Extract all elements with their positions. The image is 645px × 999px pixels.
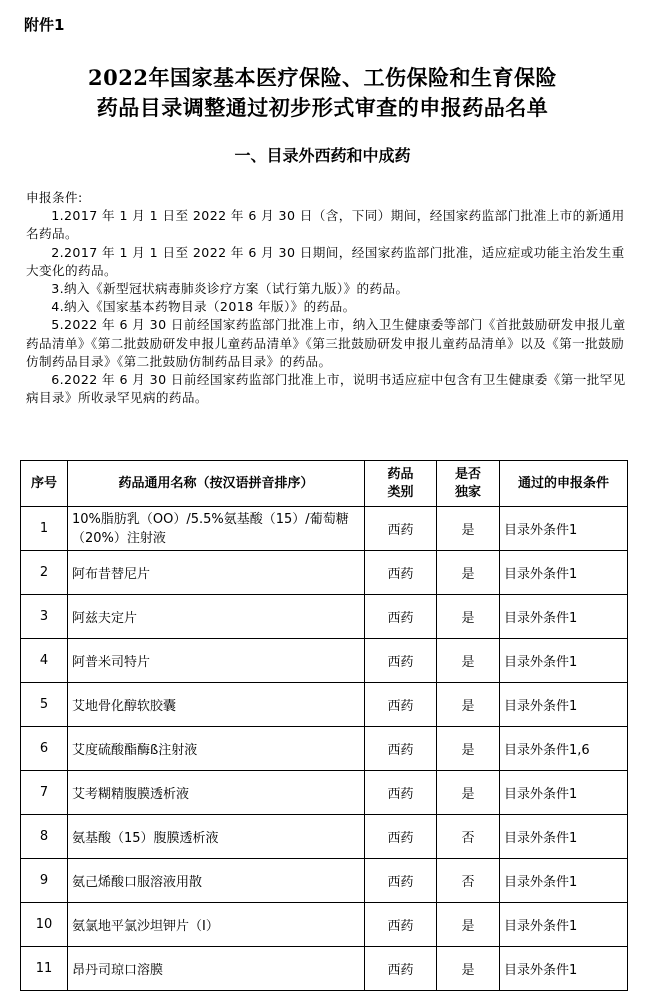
condition-item-5: 5.2022 年 6 月 30 日前经国家药监部门批准上市，纳入卫生健康委等部门《首批鼓励研发申报儿童药品清单》《第二批鼓励研发申报儿童药品清单》《第三批鼓励研发申报儿童药品清单》以及《第一批鼓励仿制药品目录》《第二批鼓励仿制药品目录》的药品。 xyxy=(26,317,626,369)
condition-item-6: 6.2022 年 6 月 30 日前经国家药监部门批准上市，说明书适应症中包含有卫生健康委《第一批罕见病目录》所收录罕见病的药品。 xyxy=(26,372,626,406)
cell-name: 艾度硫酸酯酶ß注射液 xyxy=(68,727,365,771)
cell-exclusive: 是 xyxy=(437,639,500,683)
cell-exclusive: 是 xyxy=(437,683,500,727)
cell-no: 4 xyxy=(21,639,68,683)
cell-condition: 目录外条件1 xyxy=(500,947,628,991)
conditions-heading: 申报条件: xyxy=(26,190,83,205)
cell-exclusive: 是 xyxy=(437,947,500,991)
header-conditions: 通过的申报条件 xyxy=(500,461,628,507)
cell-no: 11 xyxy=(21,947,68,991)
header-exclusive-line2: 独家 xyxy=(454,484,481,500)
cell-no: 7 xyxy=(21,771,68,815)
table-row xyxy=(21,903,628,947)
cell-condition: 目录外条件1 xyxy=(500,771,628,815)
cell-exclusive: 是 xyxy=(437,595,500,639)
cell-name: 阿普米司特片 xyxy=(68,639,365,683)
cell-condition: 目录外条件1 xyxy=(500,639,628,683)
cell-condition: 目录外条件1 xyxy=(500,903,628,947)
cell-category: 西药 xyxy=(365,727,437,771)
document-title-line-2: 药品目录调整通过初步形式审查的申报药品名单 xyxy=(96,95,549,120)
cell-condition: 目录外条件1 xyxy=(500,551,628,595)
cell-name: 10%脂肪乳（OO）/5.5%氨基酸（15）/葡萄糖（20%）注射液 xyxy=(68,507,365,551)
header-name: 药品通用名称（按汉语拼音排序） xyxy=(68,461,365,507)
cell-name: 氨氯地平氯沙坦钾片（Ⅰ） xyxy=(68,903,365,947)
table-row xyxy=(21,859,628,903)
cell-no: 5 xyxy=(21,683,68,727)
table-row xyxy=(21,639,628,683)
drug-list-table xyxy=(20,460,628,991)
cell-no: 2 xyxy=(21,551,68,595)
cell-condition: 目录外条件1 xyxy=(500,683,628,727)
section-title: 一、目录外西药和中成药 xyxy=(234,146,411,165)
table-row xyxy=(21,947,628,991)
cell-exclusive: 否 xyxy=(437,815,500,859)
cell-condition: 目录外条件1,6 xyxy=(500,727,628,771)
cell-exclusive: 是 xyxy=(437,771,500,815)
cell-category: 西药 xyxy=(365,815,437,859)
annex-label: 附件1 xyxy=(24,16,65,34)
header-category xyxy=(365,461,437,507)
cell-category: 西药 xyxy=(365,771,437,815)
table-row xyxy=(21,595,628,639)
cell-exclusive: 是 xyxy=(437,727,500,771)
cell-exclusive: 是 xyxy=(437,551,500,595)
table-row xyxy=(21,507,628,551)
header-no: 序号 xyxy=(21,461,68,507)
cell-exclusive: 是 xyxy=(437,903,500,947)
header-exclusive xyxy=(437,461,500,507)
cell-category: 西药 xyxy=(365,947,437,991)
cell-name: 氨己烯酸口服溶液用散 xyxy=(68,859,365,903)
cell-no: 10 xyxy=(21,903,68,947)
header-category-line2: 类别 xyxy=(387,484,414,500)
cell-condition: 目录外条件1 xyxy=(500,815,628,859)
cell-name: 艾考糊精腹膜透析液 xyxy=(68,771,365,815)
cell-name: 氨基酸（15）腹膜透析液 xyxy=(68,815,365,859)
cell-no: 8 xyxy=(21,815,68,859)
table-header-row xyxy=(21,461,628,507)
cell-category: 西药 xyxy=(365,903,437,947)
cell-name: 阿兹夫定片 xyxy=(68,595,365,639)
cell-name: 艾地骨化醇软胶囊 xyxy=(68,683,365,727)
table-row xyxy=(21,727,628,771)
cell-category: 西药 xyxy=(365,683,437,727)
cell-no: 3 xyxy=(21,595,68,639)
cell-category: 西药 xyxy=(365,639,437,683)
cell-no: 6 xyxy=(21,727,68,771)
cell-exclusive: 是 xyxy=(437,507,500,551)
document-title-line-1: 2022年国家基本医疗保险、工伤保险和生育保险 xyxy=(88,65,557,90)
cell-category: 西药 xyxy=(365,859,437,903)
cell-condition: 目录外条件1 xyxy=(500,507,628,551)
cell-category: 西药 xyxy=(365,595,437,639)
table-row xyxy=(21,771,628,815)
condition-item-2: 2.2017 年 1 月 1 日至 2022 年 6 月 30 日期间，经国家药监部门批准，适应症或功能主治发生重大变化的药品。 xyxy=(26,244,625,278)
cell-exclusive: 否 xyxy=(437,859,500,903)
cell-no: 9 xyxy=(21,859,68,903)
cell-name: 阿布昔替尼片 xyxy=(68,551,365,595)
cell-category: 西药 xyxy=(365,551,437,595)
table-row xyxy=(21,683,628,727)
table-row xyxy=(21,815,628,859)
header-category-line1: 药品 xyxy=(387,466,414,482)
header-exclusive-line1: 是否 xyxy=(454,466,481,482)
cell-no: 1 xyxy=(21,507,68,551)
cell-condition: 目录外条件1 xyxy=(500,859,628,903)
condition-item-1: 1.2017 年 1 月 1 日至 2022 年 6 月 30 日（含，下同）期间，经国家药监部门批准上市的新通用名药品。 xyxy=(26,208,625,242)
conditions-block xyxy=(26,189,626,407)
condition-item-4: 4.纳入《国家基本药物目录（2018 年版）》的药品。 xyxy=(51,299,356,315)
cell-name: 昂丹司琼口溶膜 xyxy=(68,947,365,991)
table-row xyxy=(21,551,628,595)
condition-item-3: 3.纳入《新型冠状病毒肺炎诊疗方案（试行第九版）》的药品。 xyxy=(51,281,409,297)
cell-category: 西药 xyxy=(365,507,437,551)
cell-condition: 目录外条件1 xyxy=(500,595,628,639)
